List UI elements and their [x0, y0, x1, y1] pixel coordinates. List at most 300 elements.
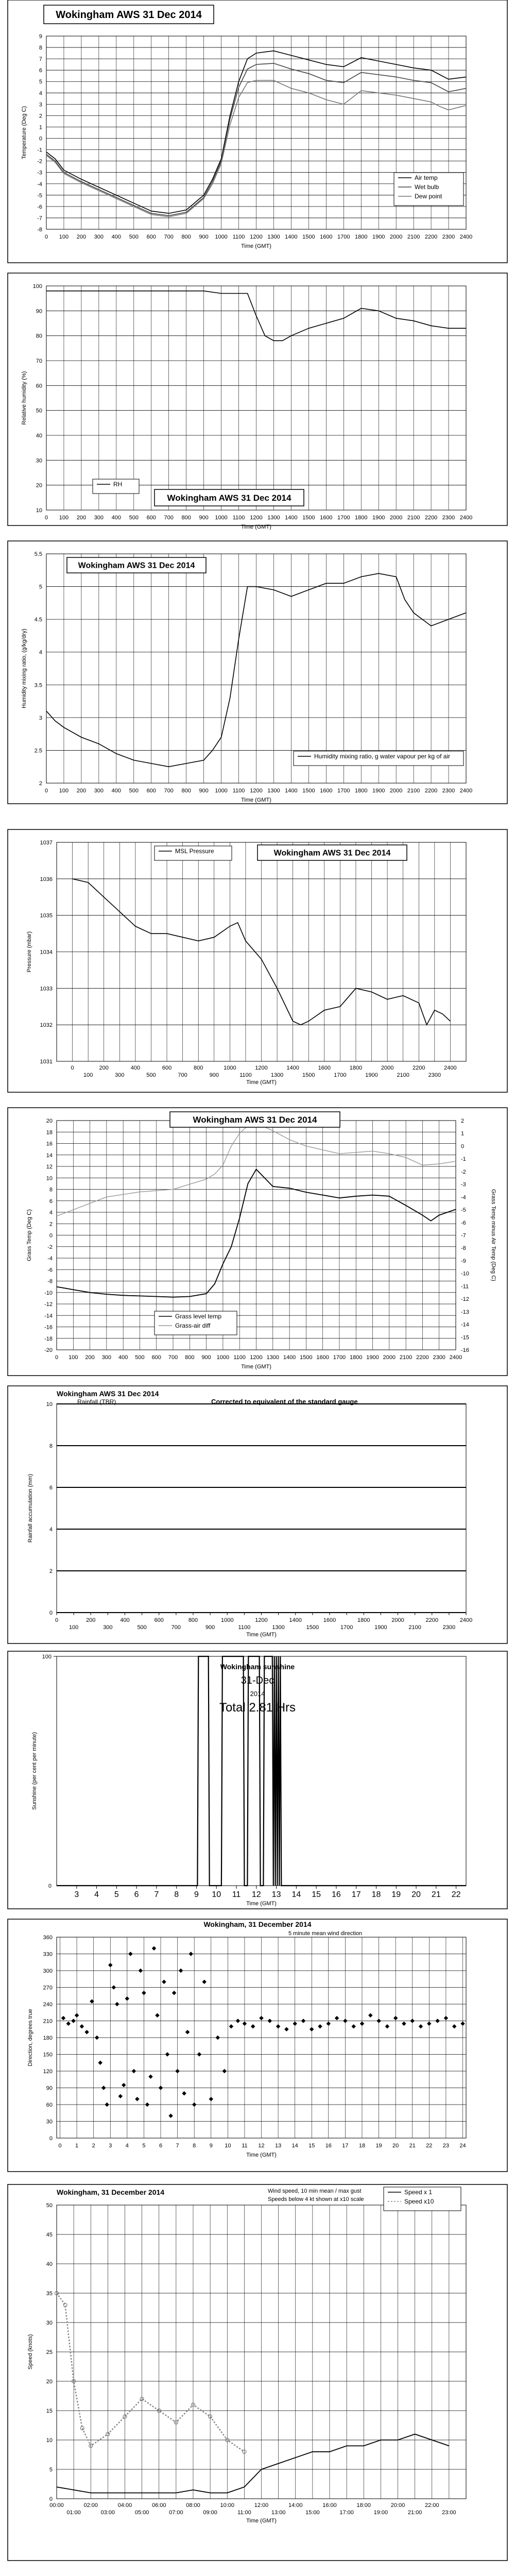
x-tick-label: 900	[201, 1354, 211, 1361]
y-tick-label: 3.5	[34, 682, 42, 689]
y-tick-label: 6	[49, 1198, 53, 1205]
x-tick-label: 1600	[320, 234, 333, 240]
x-tick-label: 1800	[357, 1617, 370, 1623]
y2-tick-label: -15	[461, 1334, 469, 1341]
x-tick-label: 800	[194, 1065, 203, 1071]
y-tick-label: 30	[36, 457, 42, 464]
y-axis-label: Relative humidity (%)	[21, 371, 27, 425]
x-tick-label: 2300	[433, 1354, 445, 1361]
x-tick-label: 800	[185, 1354, 195, 1361]
x-tick-label: 300	[115, 1072, 125, 1078]
x-tick-label: 1800	[349, 1065, 363, 1071]
x-tick-label: 2200	[413, 1065, 425, 1071]
y-tick-label: 8	[39, 45, 42, 52]
x-tick-label: 22	[451, 1890, 461, 1899]
x-tick-label: 1500	[302, 515, 315, 521]
x-tick-label: 1300	[272, 1624, 285, 1631]
y-tick-label: 2	[49, 1221, 53, 1228]
x-tick-label: 800	[181, 515, 191, 521]
x-tick-label: 100	[68, 1354, 78, 1361]
x-tick-label: 1600	[323, 1617, 336, 1623]
x-tick-label: 2400	[459, 1617, 473, 1623]
x-tick-label: 1100	[232, 234, 245, 240]
x-tick-label: 10	[212, 1890, 221, 1899]
chart-panel-7	[8, 1651, 507, 1909]
chart-panel-5	[8, 1108, 507, 1376]
x-tick-label: 2400	[459, 234, 473, 240]
y-tick-label: -6	[37, 204, 42, 210]
legend-label: Humidity mixing ratio, g water vapour per kg of air	[314, 753, 451, 760]
x-tick-label: 3	[109, 2143, 112, 2149]
y-tick-label: 1032	[40, 1022, 53, 1029]
x-tick-label: 2400	[449, 1354, 462, 1361]
x-tick-label: 300	[94, 788, 104, 794]
x-tick-label: 09:00	[203, 2510, 217, 2516]
y-tick-label: 4	[49, 1527, 53, 1533]
x-tick-label: 23:00	[442, 2510, 456, 2516]
y-tick-label: 20	[36, 482, 42, 489]
x-tick-label: 0	[71, 1065, 74, 1071]
y-tick-label: 100	[32, 283, 42, 290]
y-tick-label: -18	[44, 1335, 53, 1342]
x-tick-label: 1600	[318, 1065, 331, 1071]
x-tick-label: 5	[114, 1890, 119, 1899]
x-tick-label: 2100	[407, 234, 420, 240]
y2-tick-label: -16	[461, 1347, 469, 1353]
chart-note: Speeds below 4 kt shown at x10 scale	[268, 2196, 364, 2202]
y-tick-label: 3	[39, 715, 42, 721]
x-tick-label: 1600	[316, 1354, 329, 1361]
y-tick-label: 40	[46, 2261, 53, 2267]
x-tick-label: 2	[92, 2143, 95, 2149]
x-tick-label: 11	[242, 2143, 248, 2149]
x-tick-label: 1300	[267, 515, 280, 521]
x-tick-label: 7	[154, 1890, 159, 1899]
x-tick-label: 2400	[444, 1065, 457, 1071]
y-tick-label: 270	[43, 1985, 53, 1991]
x-tick-label: 600	[151, 1354, 161, 1361]
x-tick-label: 2200	[416, 1354, 429, 1361]
x-tick-label: 1700	[337, 788, 350, 794]
y-tick-label: 3	[39, 101, 42, 108]
x-tick-label: 1000	[215, 515, 228, 521]
y-tick-label: -4	[37, 181, 42, 188]
x-tick-label: 2400	[459, 515, 473, 521]
y-tick-label: 10	[46, 1175, 53, 1182]
x-tick-label: 05:00	[134, 2510, 149, 2516]
x-tick-label: 8	[193, 2143, 196, 2149]
y-tick-label: 80	[36, 333, 42, 340]
y-axis-label: Speed (knots)	[27, 2334, 33, 2370]
x-tick-label: 10:00	[220, 2502, 235, 2509]
y-tick-label: 0	[49, 2136, 53, 2142]
x-tick-label: 9	[209, 2143, 213, 2149]
x-tick-label: 2300	[442, 788, 455, 794]
legend-label: Speed x10	[404, 2198, 434, 2205]
x-tick-label: 900	[199, 515, 209, 521]
x-axis-label: Time (GMT)	[246, 1079, 277, 1086]
x-tick-label: 2100	[399, 1354, 413, 1361]
x-tick-label: 1100	[238, 1624, 251, 1631]
x-tick-label: 1000	[215, 234, 228, 240]
legend-label: Speed x 1	[404, 2189, 433, 2196]
y-tick-label: 1034	[40, 949, 53, 956]
y-tick-label: 30	[46, 2119, 53, 2125]
x-tick-label: 900	[209, 1072, 219, 1078]
x-tick-label: 1000	[216, 1354, 230, 1361]
y-tick-label: 360	[43, 1935, 53, 1941]
x-tick-label: 18	[371, 1890, 381, 1899]
y-axis-label: Direction, degrees true	[27, 2009, 33, 2066]
y2-tick-label: -8	[461, 1245, 466, 1252]
x-tick-label: 200	[85, 1354, 95, 1361]
y-tick-label: 35	[46, 2291, 53, 2297]
x-tick-label: 1	[75, 2143, 79, 2149]
y-tick-label: 60	[46, 2102, 53, 2108]
x-axis-label: Time (GMT)	[246, 1901, 277, 1907]
x-tick-label: 21	[409, 2143, 416, 2149]
y-tick-label: 20	[46, 2379, 53, 2385]
legend-label: MSL Pressure	[175, 848, 214, 855]
y2-tick-label: -7	[461, 1232, 466, 1239]
x-axis-label: Time (GMT)	[246, 1632, 277, 1638]
x-tick-label: 1900	[366, 1354, 379, 1361]
x-tick-label: 1700	[333, 1354, 346, 1361]
y-tick-label: 90	[46, 2085, 53, 2092]
y2-tick-label: 1	[461, 1130, 465, 1137]
x-tick-label: 1700	[337, 234, 350, 240]
x-tick-label: 10	[225, 2143, 231, 2149]
x-tick-label: 20	[411, 1890, 421, 1899]
x-tick-label: 2200	[424, 788, 438, 794]
chart-panel-1	[8, 0, 507, 263]
y2-tick-label: -6	[461, 1219, 466, 1226]
x-tick-label: 100	[59, 234, 69, 240]
x-tick-label: 0	[58, 2143, 62, 2149]
y-tick-label: 10	[46, 2437, 53, 2444]
x-tick-label: 200	[76, 788, 87, 794]
x-tick-label: 13:00	[271, 2510, 286, 2516]
x-tick-label: 1300	[266, 1354, 280, 1361]
legend-label: Dew point	[415, 193, 442, 200]
x-tick-label: 15	[312, 1890, 321, 1899]
y-tick-label: 9	[39, 33, 42, 40]
y-axis-label: Temperature (Deg C)	[21, 106, 27, 160]
x-axis-label: Time (GMT)	[246, 2518, 277, 2524]
x-tick-label: 500	[135, 1354, 145, 1361]
y-tick-label: 90	[36, 308, 42, 315]
chart-title: Wokingham AWS 31 Dec 2014	[167, 493, 291, 503]
x-tick-label: 1000	[221, 1617, 234, 1623]
y-tick-label: 70	[36, 358, 42, 364]
x-tick-label: 900	[199, 788, 209, 794]
x-tick-label: 16	[332, 1890, 341, 1899]
chart-panel-8	[8, 1919, 507, 2172]
plot-area	[57, 1404, 466, 1613]
x-tick-label: 700	[168, 1354, 178, 1361]
y-tick-label: 8	[49, 1187, 53, 1193]
x-tick-label: 12:00	[254, 2502, 269, 2509]
x-tick-label: 600	[162, 1065, 172, 1071]
y2-tick-label: -14	[461, 1321, 469, 1328]
x-tick-label: 2400	[459, 788, 473, 794]
y-tick-label: 6	[39, 67, 42, 74]
x-tick-label: 2000	[383, 1354, 396, 1361]
x-tick-label: 12	[251, 1890, 261, 1899]
x-tick-label: 16:00	[322, 2502, 337, 2509]
x-axis-label: Time (GMT)	[241, 1364, 271, 1370]
x-axis-label: Time (GMT)	[241, 243, 271, 249]
y-tick-label: -14	[44, 1313, 53, 1319]
chart-title: Wokingham, 31 December 2014	[203, 1920, 312, 1928]
x-tick-label: 1100	[239, 1072, 252, 1078]
y-tick-label: 20	[46, 1118, 53, 1124]
x-tick-label: 0	[44, 788, 48, 794]
x-tick-label: 14:00	[288, 2502, 303, 2509]
legend-label: Grass-air diff	[175, 1322, 211, 1329]
y-tick-label: 15	[46, 2408, 53, 2414]
x-tick-label: 1200	[250, 1354, 263, 1361]
x-tick-label: 300	[94, 515, 104, 521]
x-tick-label: 08:00	[186, 2502, 200, 2509]
x-tick-label: 1000	[224, 1065, 236, 1071]
y-tick-label: 0	[49, 1232, 53, 1239]
chart-subtitle: Wind speed, 10 min mean / max gust	[268, 2188, 362, 2194]
x-tick-label: 1800	[355, 788, 368, 794]
x-tick-label: 1400	[285, 788, 298, 794]
y-tick-label: -2	[37, 158, 42, 165]
chart-panel-9	[8, 2184, 507, 2561]
y2-tick-label: 2	[461, 1118, 465, 1124]
x-tick-label: 500	[129, 234, 139, 240]
x-tick-label: 3	[74, 1890, 79, 1899]
y-tick-label: 30	[46, 2320, 53, 2326]
y-tick-label: 4	[49, 1210, 53, 1216]
y-tick-label: 45	[46, 2232, 53, 2238]
x-tick-label: 300	[94, 234, 104, 240]
x-tick-label: 04:00	[117, 2502, 132, 2509]
x-tick-label: 1200	[250, 515, 263, 521]
chart-year: 2014	[250, 1690, 265, 1698]
x-tick-label: 1100	[233, 1354, 246, 1361]
y-tick-label: 120	[43, 2069, 53, 2075]
x-axis-label: Time (GMT)	[246, 2152, 277, 2158]
x-tick-label: 0	[44, 234, 48, 240]
x-axis-label: Time (GMT)	[241, 797, 271, 803]
x-tick-label: 12	[258, 2143, 265, 2149]
y-tick-label: -16	[44, 1324, 53, 1331]
x-tick-label: 300	[101, 1354, 112, 1361]
y-tick-label: 40	[36, 433, 42, 439]
x-tick-label: 06:00	[151, 2502, 166, 2509]
y-tick-label: 4	[39, 90, 42, 97]
x-tick-label: 2300	[428, 1072, 441, 1078]
legend-label: Wet bulb	[415, 183, 439, 191]
x-tick-label: 800	[181, 788, 191, 794]
x-tick-label: 1400	[286, 1065, 299, 1071]
x-tick-label: 02:00	[83, 2502, 98, 2509]
x-tick-label: 19:00	[373, 2510, 388, 2516]
y-tick-label: 14	[46, 1152, 53, 1159]
x-tick-label: 03:00	[100, 2510, 115, 2516]
x-tick-label: 17:00	[339, 2510, 354, 2516]
x-tick-label: 19	[391, 1890, 401, 1899]
x-tick-label: 2000	[391, 1617, 404, 1623]
x-tick-label: 17	[342, 2143, 349, 2149]
x-tick-label: 200	[76, 234, 87, 240]
x-tick-label: 100	[68, 1624, 79, 1631]
x-tick-label: 15:00	[305, 2510, 320, 2516]
x-tick-label: 700	[164, 788, 174, 794]
x-tick-label: 1300	[270, 1072, 284, 1078]
x-tick-label: 900	[205, 1624, 215, 1631]
chart-title: Wokingham AWS 31 Dec 2014	[56, 9, 202, 21]
x-tick-label: 200	[99, 1065, 109, 1071]
x-tick-label: 100	[59, 788, 69, 794]
y-tick-label: 1	[39, 124, 42, 131]
x-tick-label: 4	[94, 1890, 99, 1899]
x-tick-label: 600	[154, 1617, 164, 1623]
x-tick-label: 400	[111, 515, 122, 521]
x-tick-label: 1300	[267, 788, 280, 794]
x-tick-label: 15	[308, 2143, 315, 2149]
x-tick-label: 1200	[255, 1617, 268, 1623]
x-tick-label: 1500	[302, 1072, 315, 1078]
y2-tick-label: -2	[461, 1168, 466, 1175]
x-tick-label: 18:00	[356, 2502, 371, 2509]
x-tick-label: 14	[291, 2143, 298, 2149]
x-tick-label: 2200	[425, 1617, 438, 1623]
chart-title: Wokingham AWS 31 Dec 2014	[78, 561, 195, 570]
x-tick-label: 1900	[372, 515, 385, 521]
x-tick-label: 0	[55, 1354, 59, 1361]
x-tick-label: 200	[86, 1617, 96, 1623]
x-tick-label: 700	[178, 1072, 187, 1078]
x-tick-label: 21	[431, 1890, 441, 1899]
x-tick-label: 21:00	[407, 2510, 422, 2516]
x-tick-label: 2100	[408, 1624, 421, 1631]
x-tick-label: 1700	[334, 1072, 347, 1078]
y-axis-label: Pressure (mbar)	[26, 931, 32, 973]
y-tick-label: 7	[39, 56, 42, 63]
y2-tick-label: -11	[461, 1283, 469, 1290]
y-tick-label: 60	[36, 383, 42, 389]
x-tick-label: 700	[164, 234, 174, 240]
x-tick-label: 1200	[250, 788, 263, 794]
y-tick-label: -6	[47, 1267, 53, 1274]
y-tick-label: -1	[37, 147, 42, 154]
x-tick-label: 600	[146, 788, 156, 794]
chart-title: Wokingham sunshine	[220, 1663, 295, 1671]
legend-label: Air temp	[415, 174, 438, 181]
y-tick-label: 4	[39, 649, 42, 656]
x-tick-label: 2000	[389, 515, 403, 521]
chart-panel-2	[8, 273, 507, 530]
y-tick-label: 4.5	[34, 617, 42, 623]
chart-panel-3	[8, 541, 507, 804]
legend-label: RH	[113, 481, 123, 488]
y-tick-label: 50	[36, 408, 42, 414]
y-tick-label: 2	[39, 113, 42, 120]
x-tick-label: 17	[351, 1890, 361, 1899]
y-tick-label: 18	[46, 1129, 53, 1136]
chart-date: 31-Dec	[241, 1675, 274, 1686]
x-tick-label: 18	[358, 2143, 366, 2149]
x-tick-label: 8	[174, 1890, 179, 1899]
x-tick-label: 01:00	[66, 2510, 81, 2516]
x-tick-label: 900	[199, 234, 209, 240]
x-tick-label: 400	[118, 1354, 128, 1361]
x-axis-label: Time (GMT)	[241, 524, 271, 530]
x-tick-label: 1600	[320, 788, 333, 794]
x-tick-label: 20:00	[390, 2502, 405, 2509]
x-tick-label: 500	[137, 1624, 147, 1631]
legend-label: Grass level temp	[175, 1313, 222, 1320]
x-tick-label: 400	[120, 1617, 130, 1623]
x-tick-label: 2100	[407, 788, 420, 794]
x-tick-label: 1900	[365, 1072, 378, 1078]
x-tick-label: 13	[271, 1890, 281, 1899]
x-tick-label: 6	[159, 2143, 163, 2149]
x-tick-label: 1500	[302, 788, 315, 794]
y-tick-label: 0	[39, 135, 42, 142]
x-tick-label: 1500	[306, 1624, 319, 1631]
y-tick-label: -3	[37, 170, 42, 176]
chart-title: Wokingham AWS 31 Dec 2014	[193, 1114, 317, 1125]
y2-axis-label: Grass Temp minus Air Temp (Deg C)	[490, 1189, 496, 1281]
y-tick-label: 0	[48, 1883, 52, 1889]
x-tick-label: 0	[44, 515, 48, 521]
x-tick-label: 500	[129, 788, 139, 794]
chart-panel-6	[8, 1386, 507, 1643]
x-tick-label: 1900	[372, 234, 385, 240]
y-tick-label: 0	[49, 2496, 53, 2502]
x-tick-label: 11:00	[237, 2510, 251, 2516]
x-tick-label: 600	[146, 234, 156, 240]
x-tick-label: 1300	[267, 234, 280, 240]
y-tick-label: -4	[47, 1256, 53, 1262]
y-tick-label: 5	[49, 2467, 53, 2473]
x-tick-label: 1800	[350, 1354, 363, 1361]
x-tick-label: 9	[194, 1890, 199, 1899]
x-tick-label: 1400	[289, 1617, 302, 1623]
y2-tick-label: -13	[461, 1309, 469, 1315]
y-tick-label: 210	[43, 2018, 53, 2025]
y2-tick-label: -1	[461, 1156, 466, 1163]
x-tick-label: 11	[232, 1890, 241, 1899]
x-tick-label: 2100	[397, 1072, 409, 1078]
x-tick-label: 7	[176, 2143, 179, 2149]
y-tick-label: 1031	[40, 1059, 53, 1065]
x-tick-label: 800	[188, 1617, 198, 1623]
y-tick-label: 6	[49, 1485, 53, 1491]
y-tick-label: 2	[49, 1568, 53, 1574]
y-tick-label: 5.5	[34, 551, 42, 557]
y2-tick-label: -12	[461, 1296, 469, 1303]
y-tick-label: -12	[44, 1301, 53, 1308]
x-tick-label: 22:00	[424, 2502, 439, 2509]
y-tick-label: 2.5	[34, 748, 42, 754]
x-tick-label: 1600	[320, 515, 333, 521]
x-tick-label: 700	[164, 515, 174, 521]
chart-title: Wokingham AWS 31 Dec 2014	[57, 1389, 159, 1398]
x-tick-label: 400	[111, 234, 122, 240]
x-tick-label: 1500	[300, 1354, 313, 1361]
y-tick-label: -8	[47, 1278, 53, 1285]
y-tick-label: 10	[46, 1401, 53, 1408]
y-tick-label: 300	[43, 1968, 53, 1974]
x-tick-label: 6	[134, 1890, 139, 1899]
